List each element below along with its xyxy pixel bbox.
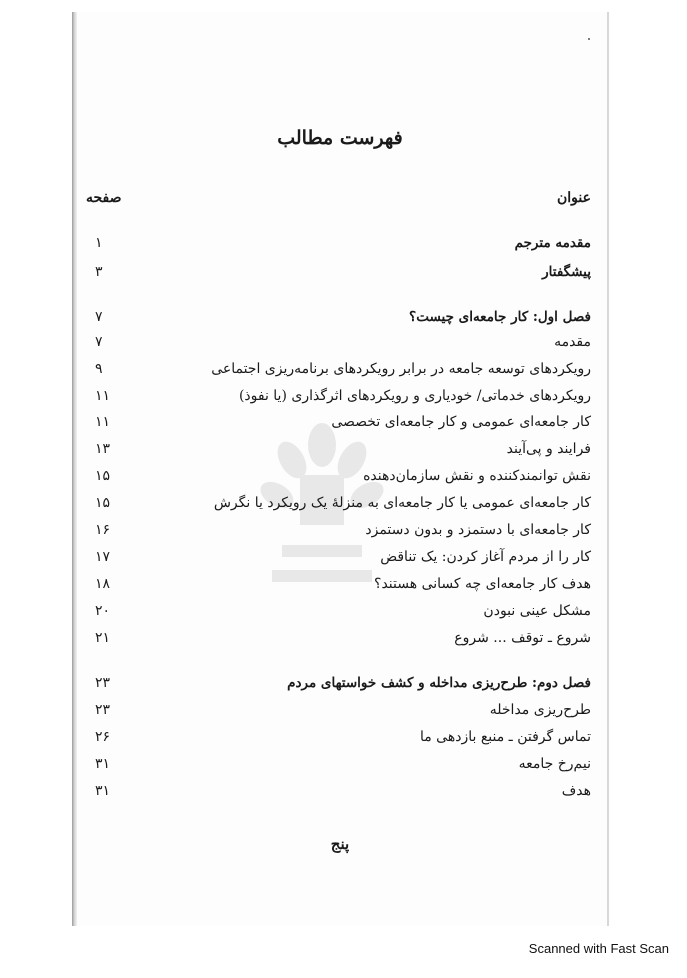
toc-entry-page: ۷ [95, 334, 103, 350]
toc-entry-row [95, 752, 591, 776]
toc-entry-page: ۱۵ [95, 468, 111, 484]
toc-entry-title: رویکردهای توسعه جامعه در برابر رویکردهای برنامه‌ریزی اجتماعی [211, 361, 591, 377]
toc-entry-title: پیشگفتار [542, 264, 591, 280]
toc-entry-page: ۳۱ [95, 783, 111, 799]
scan-watermark-label: Scanned with Fast Scan [528, 941, 669, 956]
toc-entry-title: نقش توانمندکننده و نقش سازمان‌دهنده [363, 468, 591, 484]
toc-entry-page: ۱۶ [95, 522, 111, 538]
toc-entry-title: فرایند و پی‌آیند [506, 441, 591, 457]
page-right-edge [607, 12, 609, 926]
toc-entry-row [95, 437, 591, 461]
toc-entry-page: ۱۷ [95, 549, 111, 565]
page-number: پنج [330, 835, 350, 853]
toc-entry-title: هدف کار جامعه‌ای چه کسانی هستند؟ [374, 576, 591, 592]
toc-title: فهرست مطالب [277, 127, 403, 149]
toc-entry-page: ۷ [95, 309, 103, 325]
toc-entry-page: ۱۱ [95, 388, 111, 404]
toc-entry-page: ۲۳ [95, 675, 111, 691]
scan-speck [588, 38, 590, 40]
toc-entry-title: کار جامعه‌ای عمومی و کار جامعه‌ای تخصصی [331, 414, 591, 430]
toc-entry-row [95, 572, 591, 596]
toc-entry-row [95, 491, 591, 515]
toc-entry-page: ۳۱ [95, 756, 111, 772]
toc-entry-row [95, 545, 591, 569]
toc-entry-title: رویکردهای خدماتی/ خودیاری و رویکردهای اثرگذاری (یا نفوذ) [238, 388, 591, 404]
toc-entry-page: ۱۱ [95, 414, 111, 430]
toc-heading-row [95, 260, 591, 284]
toc-entry-page: ۹ [95, 361, 103, 377]
page-column-header: صفحه [86, 190, 122, 206]
toc-entry-title: کار جامعه‌ای با دستمزد و بدون دستمزد [365, 522, 591, 538]
toc-entry-row [95, 384, 591, 408]
toc-entry-title: نیم‌رخ جامعه [518, 756, 591, 772]
toc-entry-row [95, 330, 591, 354]
toc-entry-row [95, 698, 591, 722]
title-column-header: عنوان [557, 190, 591, 206]
toc-entry-row [95, 410, 591, 434]
toc-entry-title: کار را از مردم آغاز کردن: یک تناقض [380, 549, 591, 565]
toc-entry-page: ۲۱ [95, 630, 111, 646]
toc-entry-row [95, 464, 591, 488]
toc-entry-title: فصل اول: کار جامعه‌ای چیست؟ [409, 309, 591, 325]
toc-entry-title: مشکل عینی نبودن [483, 603, 591, 619]
toc-heading-row [95, 231, 591, 255]
toc-entry-page: ۱۳ [95, 441, 111, 457]
toc-entry-page: ۲۳ [95, 702, 111, 718]
toc-entry-page: ۱ [95, 235, 103, 251]
toc-entry-page: ۲۰ [95, 603, 111, 619]
toc-entry-title: مقدمه مترجم [514, 235, 591, 251]
toc-entry-title: فصل دوم: طرح‌ریزی مداخله و کشف خواستهای مردم [287, 675, 591, 691]
toc-heading-row [95, 305, 591, 329]
toc-heading-row [95, 671, 591, 695]
toc-entry-row [95, 725, 591, 749]
toc-entry-row [95, 518, 591, 542]
toc-entry-page: ۱۸ [95, 576, 111, 592]
toc-entry-title: تماس گرفتن ـ منبع بازدهی ما [419, 729, 591, 745]
toc-entry-title: شروع ـ توقف ... شروع [454, 630, 591, 646]
toc-entry-title: مقدمه [554, 334, 591, 350]
toc-entry-row [95, 357, 591, 381]
toc-entry-page: ۱۵ [95, 495, 111, 511]
toc-entry-title: کار جامعه‌ای عمومی یا کار جامعه‌ای به منزلهٔ یک رویکرد یا نگرش [213, 495, 591, 511]
page-binding-edge [72, 12, 77, 926]
toc-entry-row [95, 779, 591, 803]
toc-entry-title: هدف [561, 783, 591, 799]
toc-entry-row [95, 626, 591, 650]
toc-entry-title: طرح‌ریزی مداخله [489, 702, 591, 718]
toc-entry-row [95, 599, 591, 623]
toc-entry-page: ۲۶ [95, 729, 111, 745]
toc-entry-page: ۳ [95, 264, 103, 280]
